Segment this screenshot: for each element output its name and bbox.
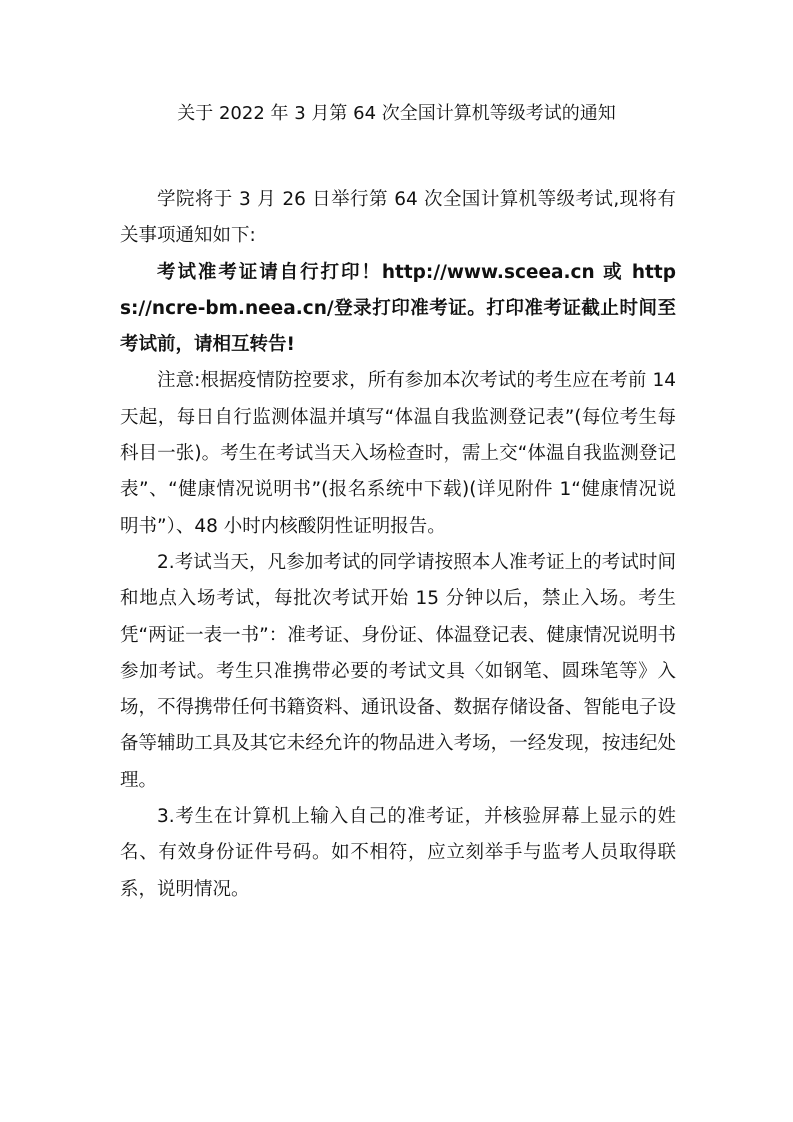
or-text: 或 bbox=[594, 261, 632, 283]
admission-notice-tail: 登录打印准考证。打印准考证截止时间至考试前，请相互转告! bbox=[120, 297, 676, 356]
document-title: 关于 2022 年 3 月第 64 次全国计算机等级考试的通知 bbox=[177, 103, 616, 124]
document-body bbox=[120, 182, 676, 908]
item-2-paragraph: 2.考试当天，凡参加考试的同学请按照本人准考证上的考试时间和地点入场考试，每批次考试开始 15 分钟以后，禁止入场。考生凭“两证一表一书”：准考证、身份证、体温登记表、健康情况说明书参加考试。考生只准携带必要的考试文具〈如钢笔、圆珠笔等》入场，不得携带任何书籍资料、通讯设备、数据存储设备、智能电子设备等辅助工具及其它未经允许的物品进入考场，一经发现，按违纪处理。 bbox=[120, 551, 676, 791]
url-sceea-link[interactable]: http://www.sceea.cn bbox=[381, 261, 595, 283]
url-ncre-link[interactable]: https://ncre-bm.neea.cn/ bbox=[120, 261, 676, 319]
item-3-paragraph: 3.考生在计算机上输入自己的准考证，并核验屏幕上显示的姓名、有效身份证件号码。如不相符，应立刻举手与监考人员取得联系，说明情况。 bbox=[120, 806, 676, 900]
admission-notice-lead: 考试准考证请自行打印！ bbox=[157, 261, 382, 283]
note-paragraph: 注意:根据疫情防控要求，所有参加本次考试的考生应在考前 14 天起，每日自行监测体温并填写“体温自我监测登记表”(每位考生每科目一张)。考生在考试当天入场检查时，需上交“体温自我监测登记表”、“健康情况说明书”(报名系统中下载)(详见附件 1“健康情况说明书”）、48 小时内核酸阴性证明报告。 bbox=[120, 370, 676, 537]
intro-paragraph: 学院将于 3 月 26 日举行第 64 次全国计算机等级考试,现将有关事项通知如下: bbox=[120, 189, 676, 247]
admission-notice-paragraph bbox=[120, 255, 676, 364]
